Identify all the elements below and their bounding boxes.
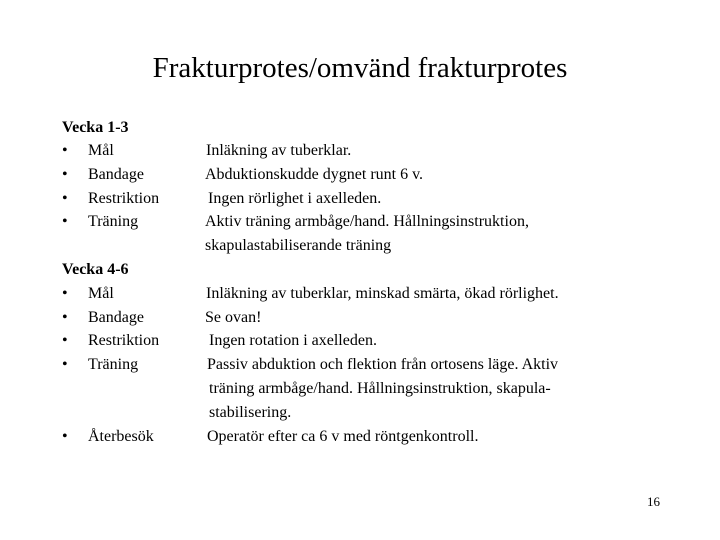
description-line: Aktiv träning armbåge/hand. Hållningsinstruktion,	[205, 213, 529, 230]
bullet-item-mal	[62, 140, 114, 162]
bullet-item-traning	[62, 354, 138, 376]
bullet-label: Mål	[88, 285, 114, 302]
bullet-item-mal	[62, 283, 114, 305]
description-line: Inläkning av tuberklar.	[206, 142, 352, 159]
bullet-dot: •	[62, 332, 68, 349]
bullet-item-restriktion	[62, 330, 159, 352]
bullet-dot: •	[62, 213, 68, 230]
bullet-dot: •	[62, 285, 68, 302]
bullet-item-restriktion	[62, 188, 159, 210]
bullet-label: Träning	[88, 213, 139, 230]
bullet-label: Bandage	[88, 166, 144, 183]
bullet-label: Restriktion	[88, 190, 160, 207]
bullet-label: Återbesök	[88, 428, 154, 445]
description-line: Passiv abduktion och flektion från ortosens läge. Aktiv	[207, 356, 559, 373]
bullet-dot: •	[62, 190, 68, 207]
bullet-item-bandage	[62, 164, 144, 186]
slide-title: Frakturprotes/omvänd frakturprotes	[152, 52, 568, 84]
description-line: Se ovan!	[205, 309, 262, 326]
bullet-dot: •	[62, 428, 68, 445]
bullet-label: Mål	[88, 142, 114, 159]
bullet-label: Bandage	[88, 309, 144, 326]
bullet-item-traning	[62, 211, 138, 233]
description-line: skapulastabiliserande träning	[205, 237, 392, 254]
description-line: stabilisering.	[209, 404, 292, 421]
section-heading-week-1-3: Vecka 1-3	[62, 119, 129, 136]
bullet-item-bandage	[62, 307, 144, 329]
bullet-dot: •	[62, 309, 68, 326]
bullet-label: Träning	[88, 356, 139, 373]
bullet-dot: •	[62, 166, 68, 183]
description-line: Ingen rotation i axelleden.	[209, 332, 377, 349]
description-line: Operatör efter ca 6 v med röntgenkontroll.	[207, 428, 479, 445]
bullet-item-aterbesok	[62, 426, 154, 448]
description-line: Inläkning av tuberklar, minskad smärta, ökad rörlighet.	[206, 285, 559, 302]
bullet-label: Restriktion	[88, 332, 160, 349]
bullet-dot: •	[62, 142, 68, 159]
page-number: 16	[647, 494, 660, 509]
section-heading-week-4-6: Vecka 4-6	[62, 261, 129, 278]
bullet-dot: •	[62, 356, 68, 373]
description-line: Ingen rörlighet i axelleden.	[208, 190, 382, 207]
description-line: Abduktionskudde dygnet runt 6 v.	[205, 166, 424, 183]
description-line: träning armbåge/hand. Hållningsinstruktion, skapula-	[209, 380, 551, 397]
